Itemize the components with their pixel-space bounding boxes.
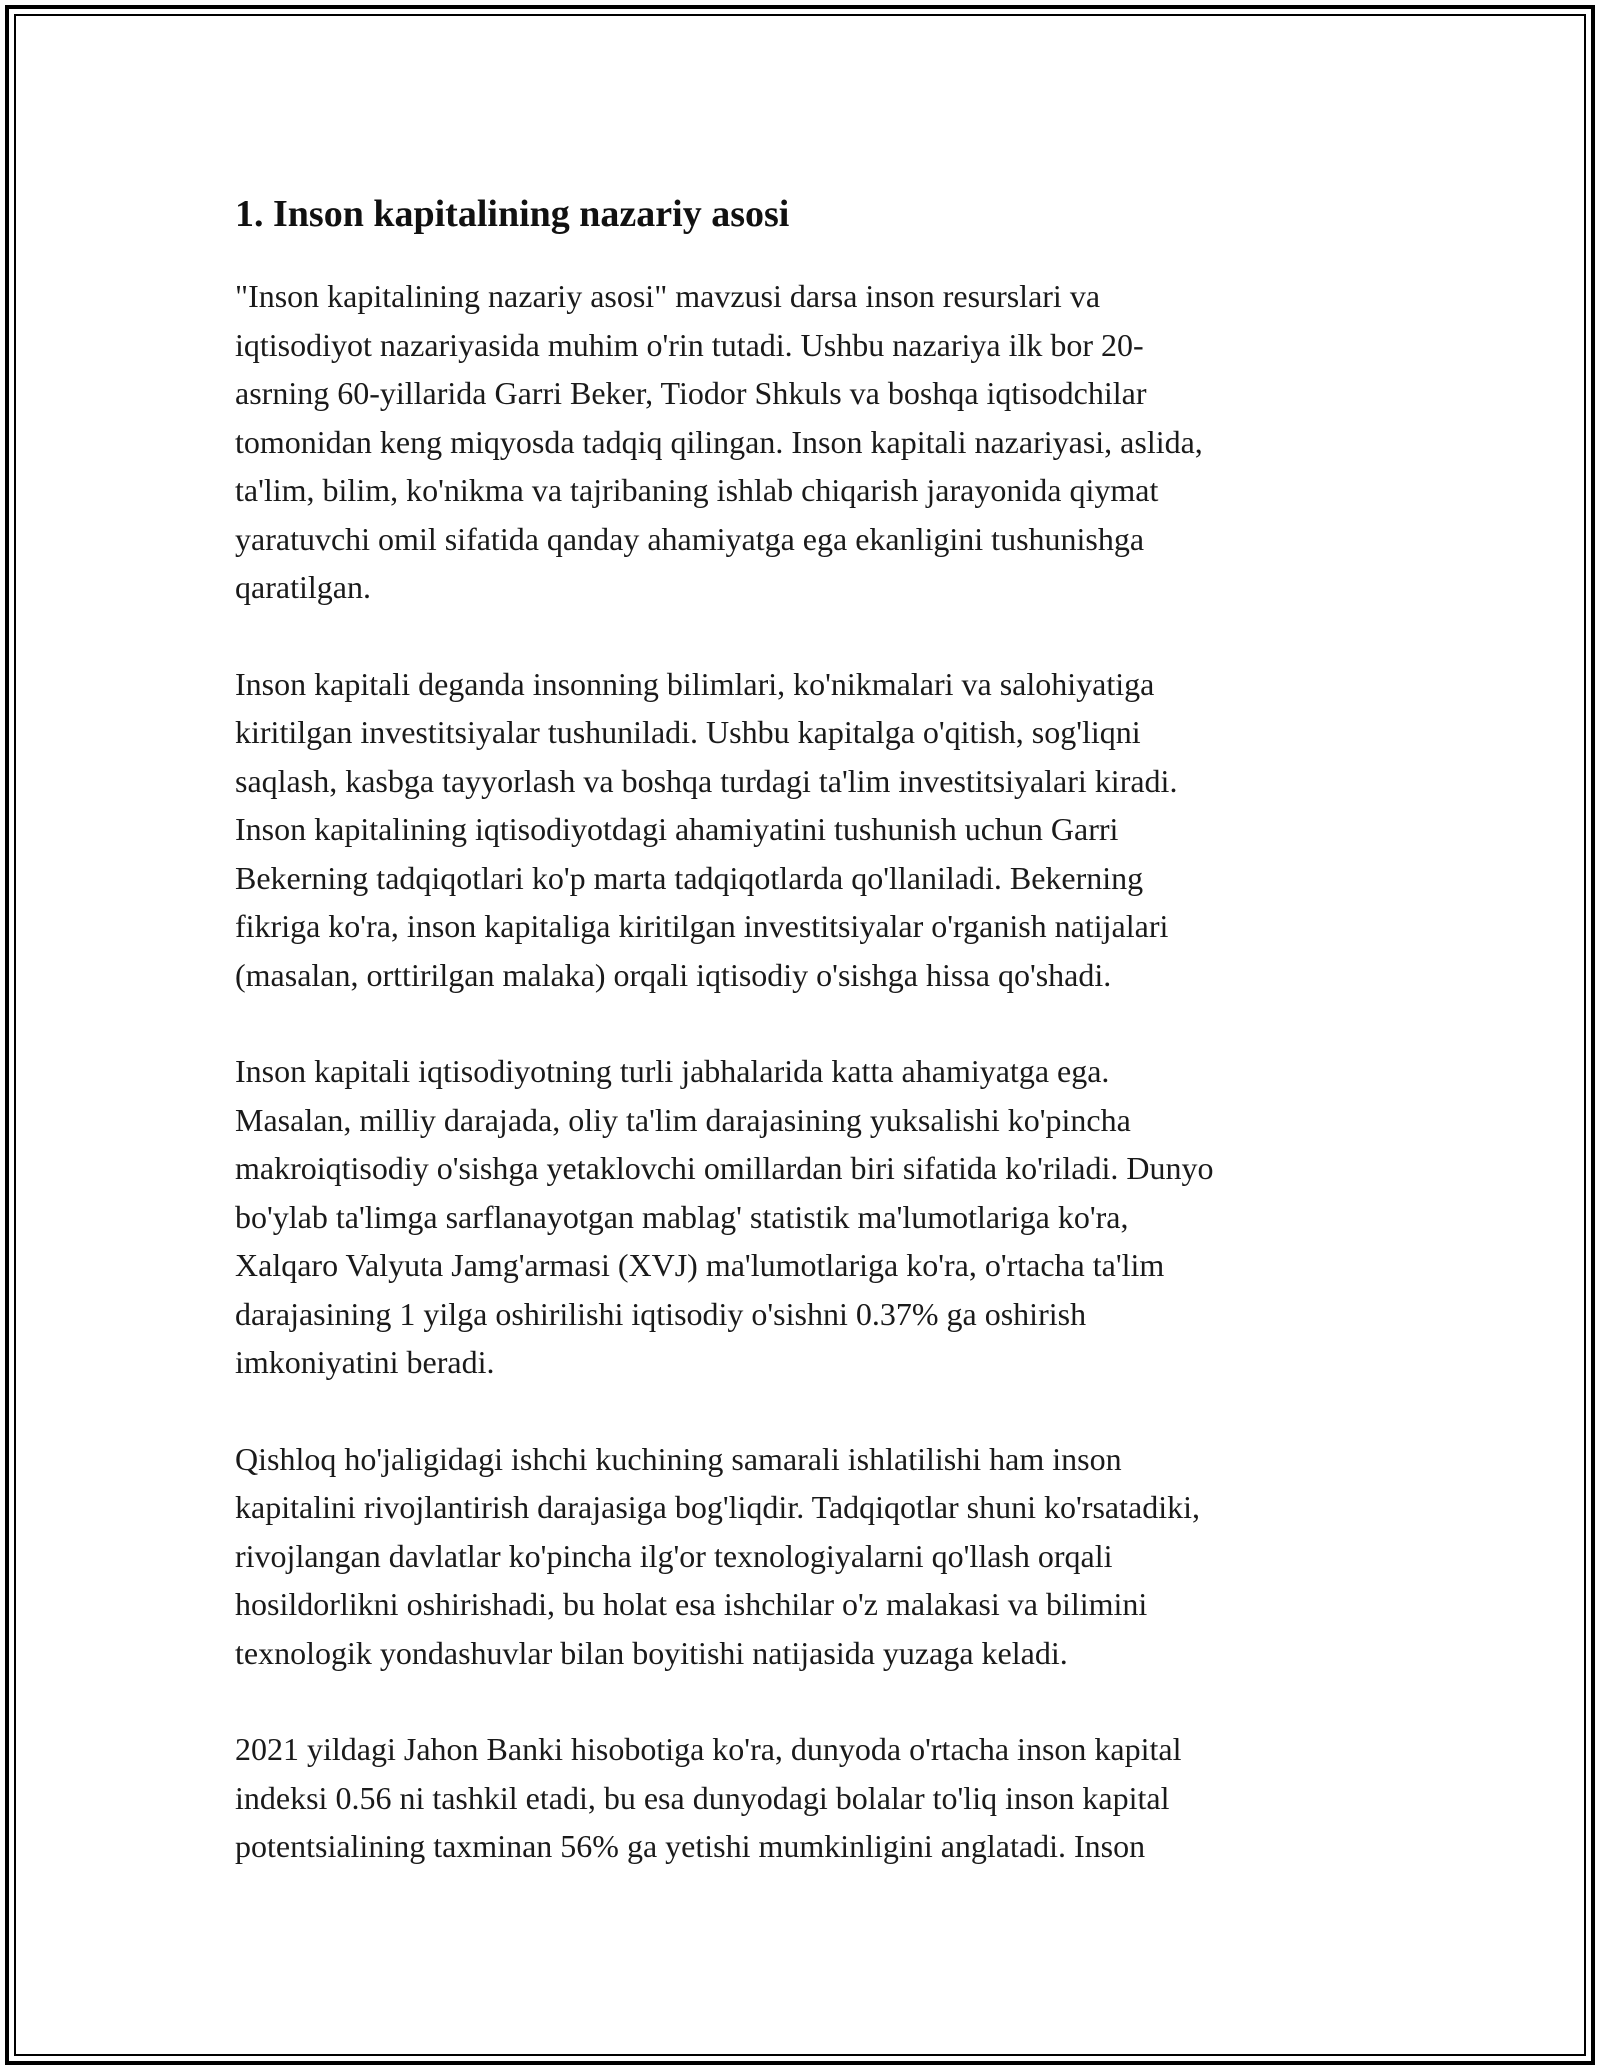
text-line: imkoniyatini beradi. xyxy=(235,1344,495,1380)
text-line: tomonidan keng miqyosda tadqiq qilingan. Inson kapitali nazariyasi, aslida, xyxy=(235,423,1203,460)
text-line: hosildorlikni oshirishadi, bu holat esa ishchilar o'z malakasi va bilimini xyxy=(235,1586,1148,1622)
text-line: kapitalini rivojlantirish darajasiga bog'liqdir. Tadqiqotlar shuni ko'rsatadiki, xyxy=(235,1489,1200,1525)
text-line: yaratuvchi omil sifatida qanday ahamiyatga ega ekanligini tushunishga xyxy=(235,520,1145,557)
body-paragraph xyxy=(235,660,1365,1000)
text-line: darajasining 1 yilga oshirilishi iqtisodiy o'sishni 0.37% ga oshirish xyxy=(235,1295,1087,1332)
text-line: qaratilgan. xyxy=(235,569,371,605)
text-line: Bekerning tadqiqotlari ko'p marta tadqiqotlarda qo'llaniladi. Bekerning xyxy=(235,859,1144,896)
text-line: rivojlangan davlatlar ko'pincha ilg'or texnologiyalarni qo'llash orqali xyxy=(235,1537,1113,1574)
paragraph-list xyxy=(235,272,1365,1871)
text-line: kiritilgan investitsiyalar tushuniladi. Ushbu kapitalga o'qitish, sog'liqni xyxy=(235,714,1141,750)
text-line: saqlash, kasbga tayyorlash va boshqa turdagi ta'lim investitsiyalari kiradi. xyxy=(235,762,1178,799)
text-line: (masalan, orttirilgan malaka) orqali iqtisodiy o'sishga hissa qo'shadi. xyxy=(235,956,1112,993)
section-heading: 1. Inson kapitalining nazariy asosi xyxy=(235,193,790,235)
text-line: indeksi 0.56 ni tashkil etadi, bu esa dunyodagi bolalar to'liq inson kapital xyxy=(235,1779,1170,1816)
text-line: bo'ylab ta'limga sarflanayotgan mablag' statistik ma'lumotlariga ko'ra, xyxy=(235,1198,1129,1235)
document-body xyxy=(235,186,1365,1919)
text-line: asrning 60-yillarida Garri Beker, Tiodor Shkuls va boshqa iqtisodchilar xyxy=(235,375,1147,411)
text-line: 2021 yildagi Jahon Banki hisobotiga ko'ra, dunyoda o'rtacha inson kapital xyxy=(235,1731,1182,1767)
text-line: Masalan, milliy darajada, oliy ta'lim darajasining yuksalishi ko'pincha xyxy=(235,1101,1131,1138)
text-line: "Inson kapitalining nazariy asosi" mavzusi darsa inson resurslari va xyxy=(235,278,1101,314)
text-line: Inson kapitali iqtisodiyotning turli jabhalarida katta ahamiyatga ega. xyxy=(235,1053,1110,1089)
text-line: iqtisodiyot nazariyasida muhim o'rin tutadi. Ushbu nazariya ilk bor 20- xyxy=(235,326,1144,363)
body-paragraph xyxy=(235,1047,1365,1387)
text-line: potentsialining taxminan 56% ga yetishi mumkinligini anglatadi. Inson xyxy=(235,1828,1146,1864)
text-line: texnologik yondashuvlar bilan boyitishi natijasida yuzaga keladi. xyxy=(235,1634,1068,1671)
body-paragraph xyxy=(235,1725,1365,1871)
body-paragraph xyxy=(235,272,1365,612)
text-line: Xalqaro Valyuta Jamg'armasi (XVJ) ma'lumotlariga ko'ra, o'rtacha ta'lim xyxy=(235,1247,1165,1283)
text-line: makroiqtisodiy o'sishga yetaklovchi omillardan biri sifatida ko'riladi. Dunyo xyxy=(235,1150,1214,1186)
text-line: Qishloq ho'jaligidagi ishchi kuchining samarali ishlatilishi ham inson xyxy=(235,1440,1122,1477)
text-line: Inson kapitali deganda insonning bilimlari, ko'nikmalari va salohiyatiga xyxy=(235,665,1155,702)
text-line: fikriga ko'ra, inson kapitaliga kiritilgan investitsiyalar o'rganish natijalari xyxy=(235,908,1169,944)
body-paragraph xyxy=(235,1435,1365,1678)
text-line: Inson kapitalining iqtisodiyotdagi ahamiyatini tushunish uchun Garri xyxy=(235,811,1119,847)
text-line: ta'lim, bilim, ko'nikma va tajribaning ishlab chiqarish jarayonida qiymat xyxy=(235,472,1159,508)
